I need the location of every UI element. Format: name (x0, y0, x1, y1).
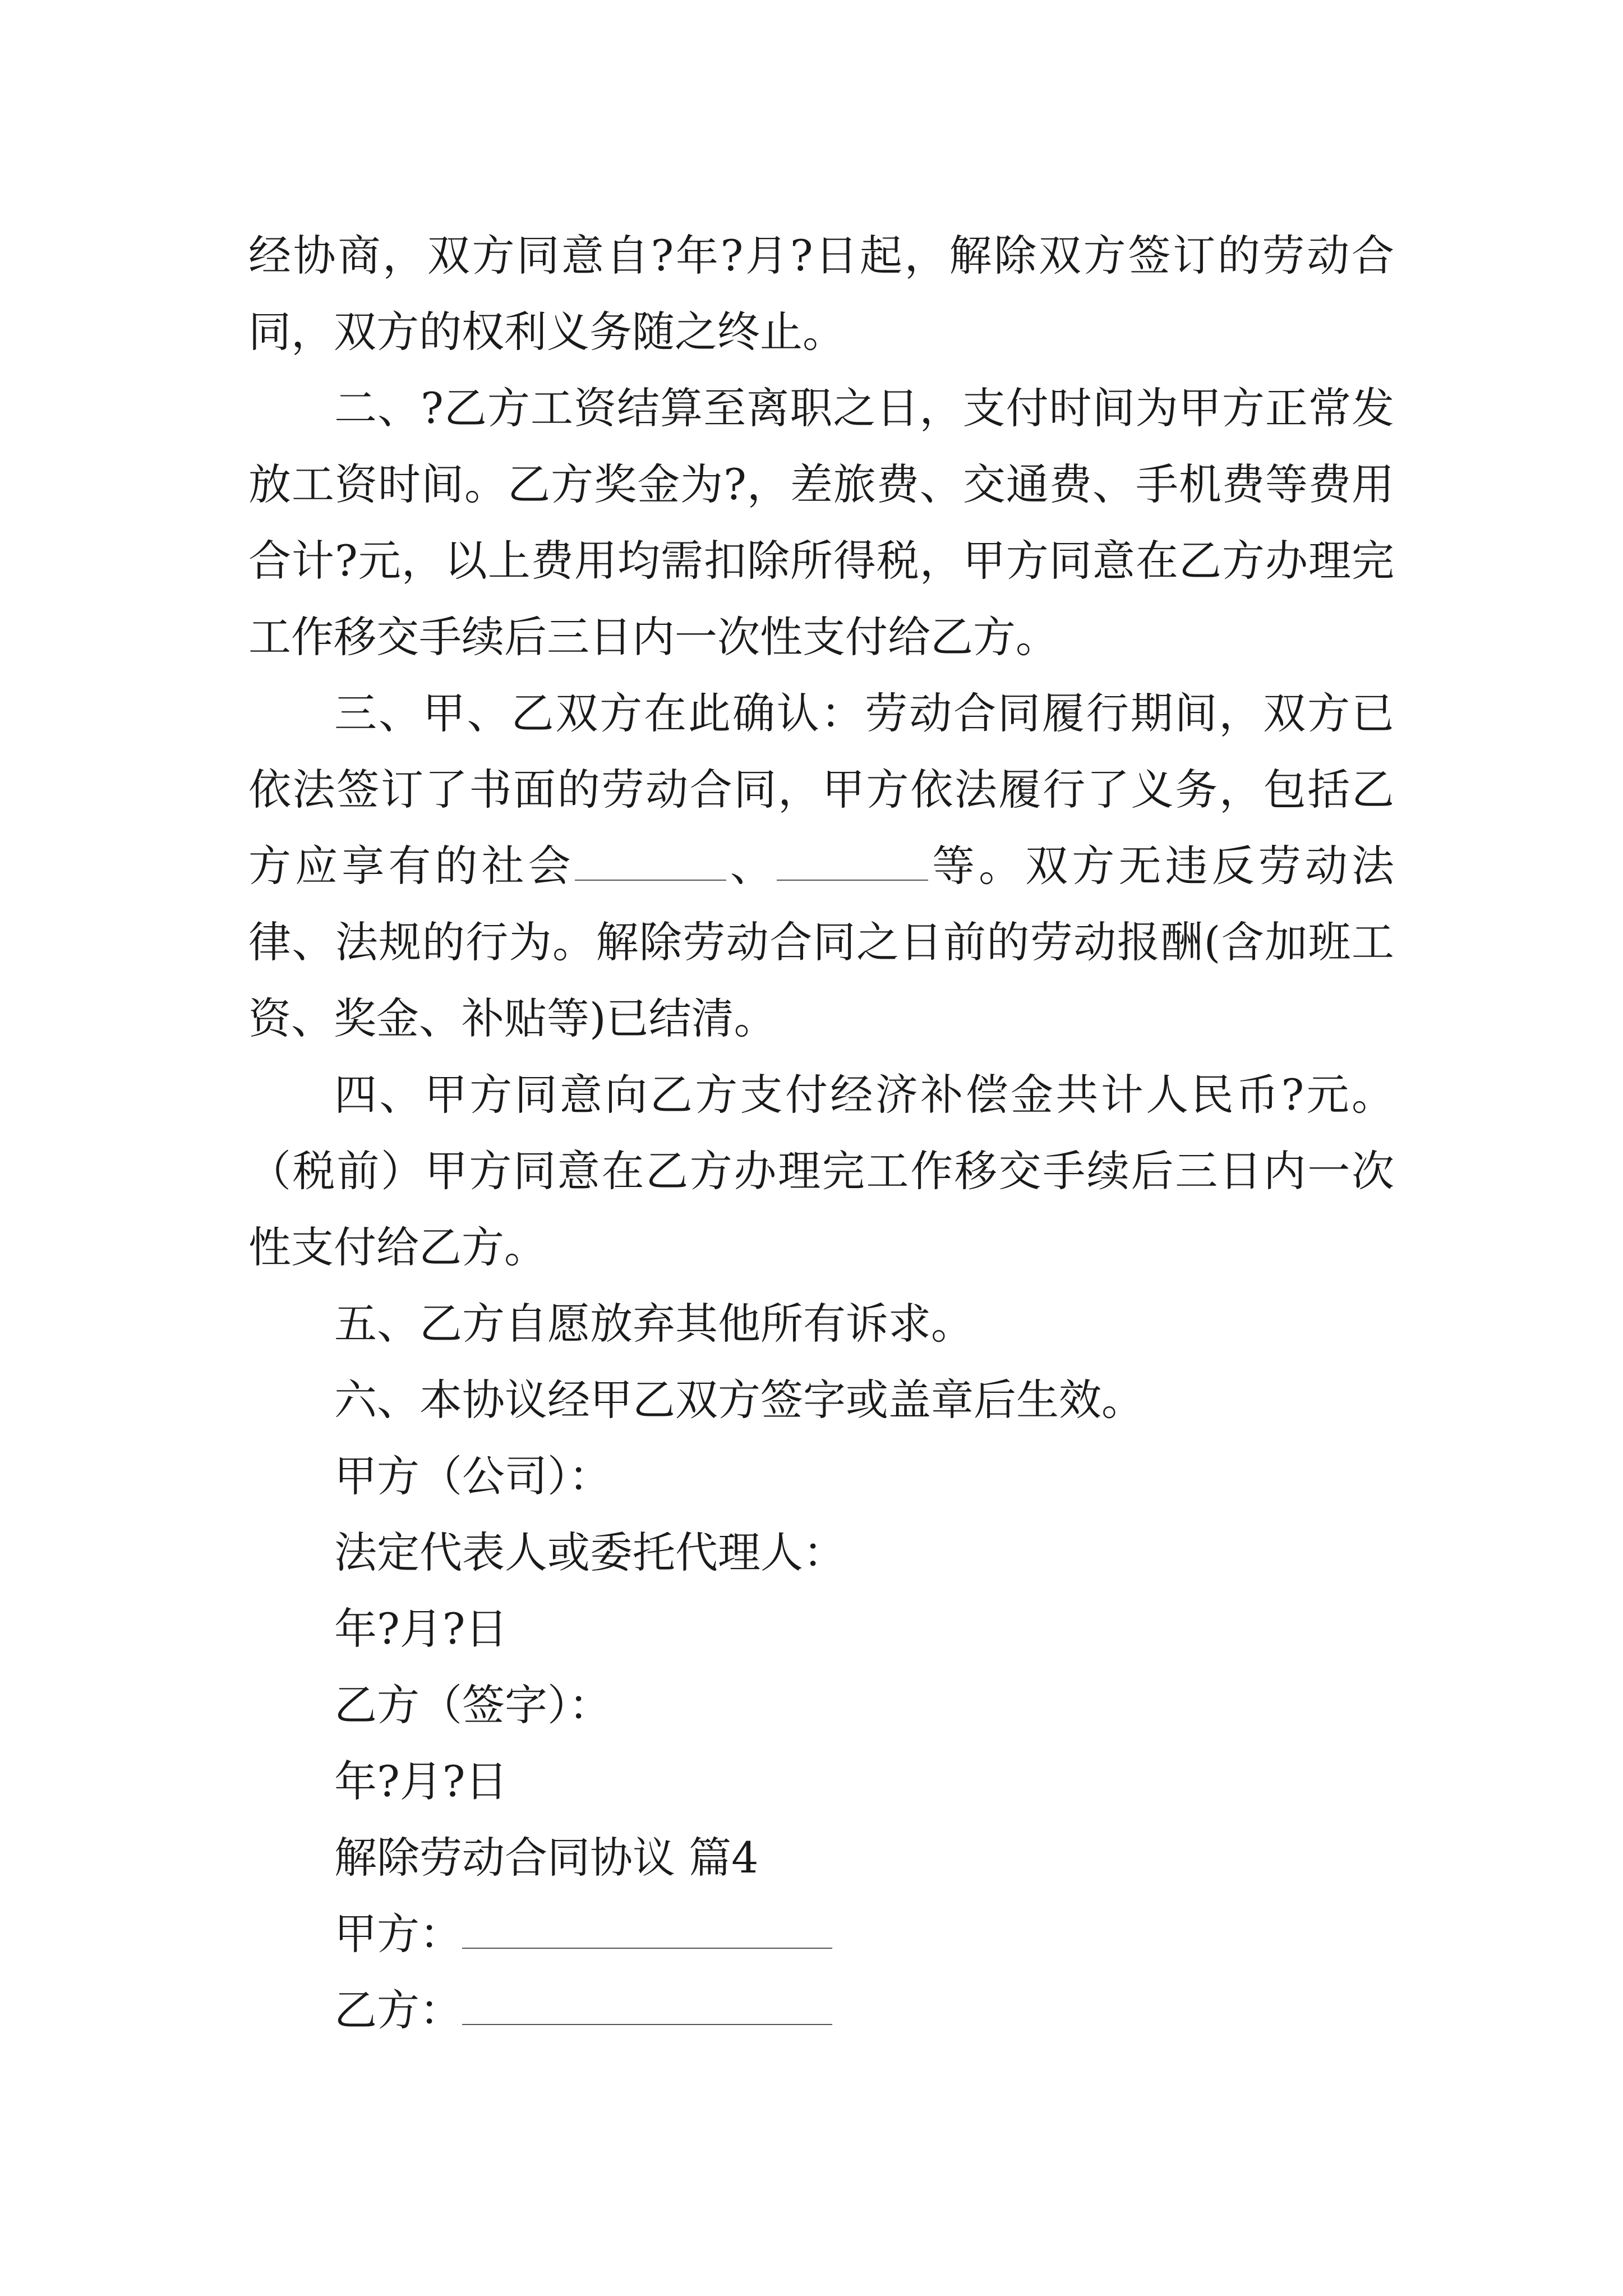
party-a-blank (462, 1911, 832, 1949)
signature-representative: 法定代表人或委托代理人： (334, 1527, 846, 1577)
paragraph-clause-2-wages: 二、?乙方工资结算至离职之日，支付时间为甲方正常发放工资时间。乙方奖金为?，差旅费、交通费、手机费等费用合计?元，以上费用均需扣除所得税，甲方同意在乙方办理完工作移交手续后三日内一次性支付给乙方。 (248, 383, 1394, 662)
paragraph-termination-agreement: 经协商，双方同意自?年?月?日起，解除双方签订的劳动合同，双方的权利义务随之终止。 (248, 231, 1394, 357)
paragraph-clause-4-compensation: 四、甲方同意向乙方支付经济补偿金共计人民币?元。（税前）甲方同意在乙方办理完工作移交手续后三日内一次性支付给乙方。 (248, 1070, 1394, 1272)
party-b-line (248, 1972, 1394, 2049)
party-b-label: 乙方： (334, 1985, 462, 2035)
paragraph-clause-3-confirmation (248, 675, 1394, 1057)
party-b-blank (462, 1987, 832, 2025)
clause-3-separator: 、 (726, 841, 777, 891)
signature-party-b: 乙方（签字）： (334, 1680, 611, 1730)
clause-3-text-part2: 等。双方无违反劳动法律、法规的行为。解除劳动合同之日前的劳动报酬(含加班工资、奖金、补贴等)已结清。 (248, 841, 1395, 1043)
party-a-line (248, 1896, 1394, 1972)
paragraph-clause-6-effective: 六、本协议经甲乙双方签字或盖章后生效。 (334, 1375, 1144, 1425)
paragraph-clause-5-waiver: 五、乙方自愿放弃其他所有诉求。 (334, 1299, 974, 1349)
party-a-label: 甲方： (334, 1909, 462, 1959)
section-title: 解除劳动合同协议 篇4 (334, 1833, 759, 1883)
blank-line (777, 843, 928, 881)
signature-date-b: 年?月?日 (334, 1756, 508, 1806)
clause-3-text-part1: 三、甲、乙双方在此确认：劳动合同履行期间，双方已依法签订了书面的劳动合同，甲方依法履行了义务，包括乙方应享有的社会 (248, 688, 1394, 891)
blank-line (575, 843, 726, 881)
document-body (248, 218, 1394, 2049)
signature-date-a: 年?月?日 (334, 1604, 508, 1654)
signature-party-a: 甲方（公司）： (334, 1451, 611, 1501)
